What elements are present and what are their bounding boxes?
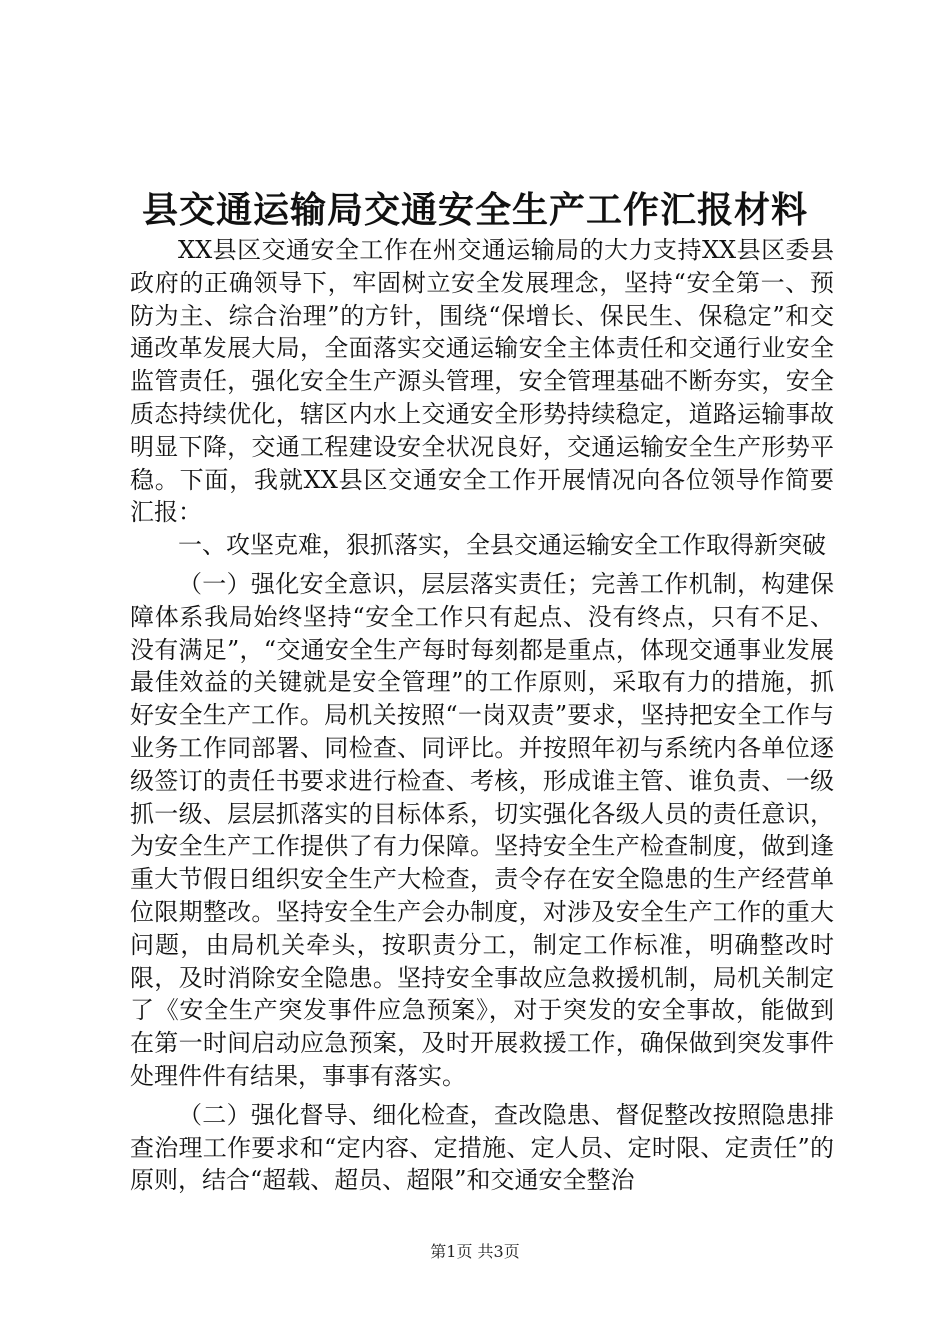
paragraph-subsection-1: （一）强化安全意识，层层落实责任；完善工作机制，构建保障体系我局始终坚持“安全工作只有起点、没有终点，只有不足、没有满足”，“交通安全生产每时每刻都是重点，体现交通事业发展最佳效益的关键就是安全管理”的工作原则，采取有力的措施，抓好安全生产工作。局机关按照“一岗双责”要求，坚持把安全工作与业务工作同部署、同检查、同评比。并按照年初与系统内各单位逐级签订的责任书要求进行检查、考核，形成谁主管、谁负责、一级抓一级、层层抓落实的目标体系，切实强化各级人员的责任意识，为安全生产工作提供了有力保障。坚持安全生产检查制度，做到逢重大节假日组织安全生产大检查，责令存在安全隐患的生产经营单位限期整改。坚持安全生产会办制度，对涉及安全生产工作的重大问题，由局机关牵头，按职责分工，制定工作标准，明确整改时限，及时消除安全隐患。坚持安全事故应急救援机制，局机关制定了《安全生产突发事件应急预案》，对于突发的安全事故，能做到在第一时间启动应急预案，及时开展救援工作，确保做到突发事件处理件件有结果，事事有落实。 [130,569,834,1090]
page-number-footer: 第1页 共3页 [430,1242,520,1261]
paragraph-intro: XX县区交通安全工作在州交通运输局的大力支持XX县区委县政府的正确领导下，牢固树立安全发展理念，坚持“安全第一、预防为主、综合治理”的方针，围绕“保增长、保民生、保稳定”和交通改革发展大局，全面落实交通运输安全主体责任和交通行业安全监管责任，强化安全生产源头管理，安全管理基础不断夯实，安全质态持续优化，辖区内水上交通安全形势持续稳定，道路运输事故明显下降，交通工程建设安全状况良好，交通运输安全生产形势平稳。下面，我就XX县区交通安全工作开展情况向各位领导作简要汇报： [130,236,834,527]
paragraph-subsection-2: （二）强化督导、细化检查，查改隐患、督促整改按照隐患排查治理工作要求和“定内容、定措施、定人员、定时限、定责任”的原则，结合“超载、超员、超限”和交通安全整治 [130,1100,834,1195]
document-title: 县交通运输局交通安全生产工作汇报材料 [141,189,808,231]
document-body [130,234,834,1197]
section-heading-1: 一、攻坚克难，狠抓落实，全县交通运输安全工作取得新突破 [178,531,826,560]
